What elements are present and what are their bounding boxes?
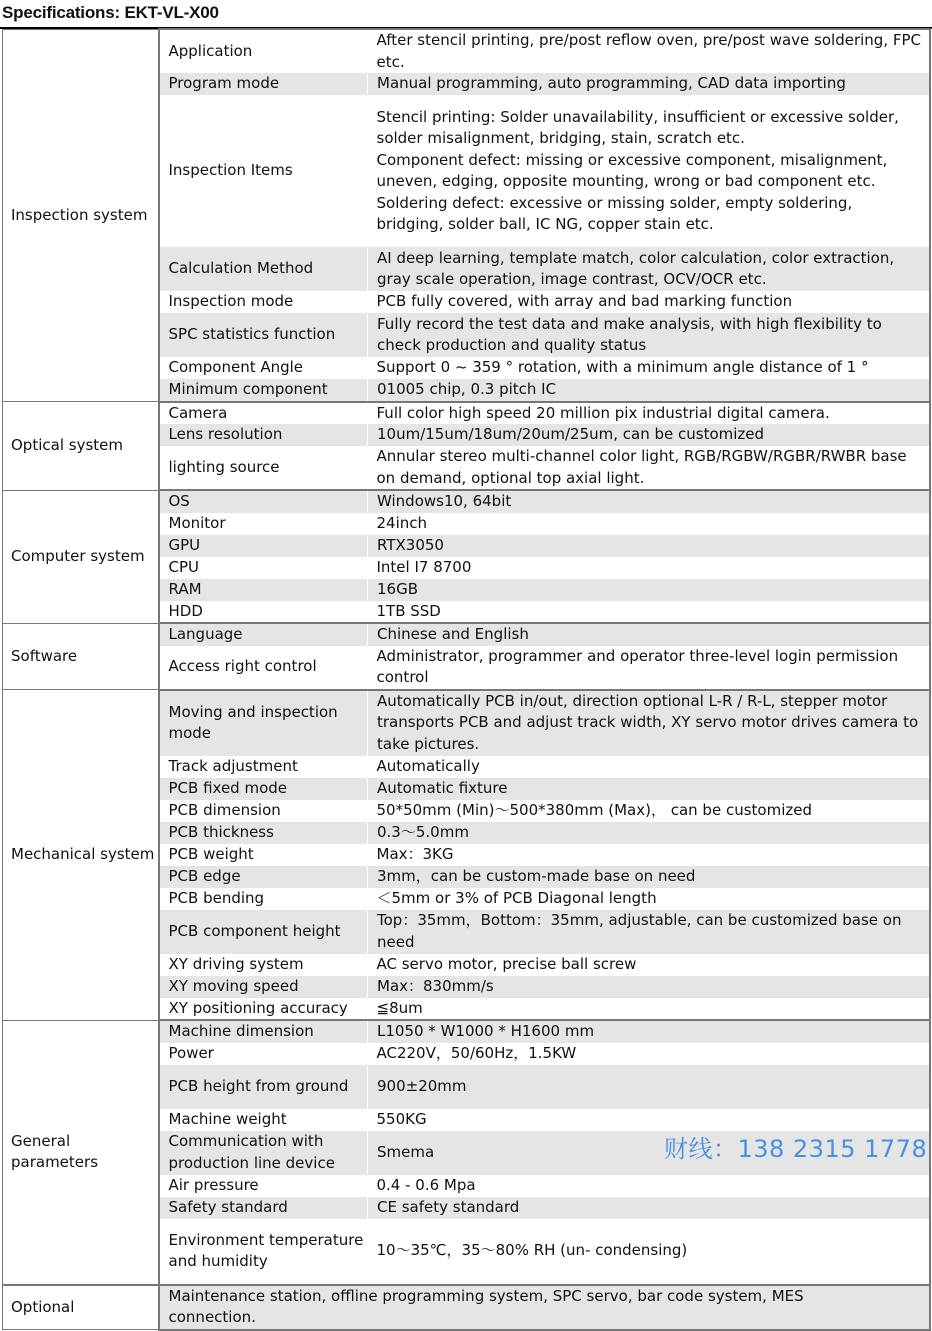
- spec-value: RTX3050: [368, 535, 930, 557]
- section-name: Computer system: [3, 490, 159, 623]
- spec-label: PCB thickness: [159, 822, 368, 844]
- section-name: Optical system: [3, 402, 159, 491]
- spec-value: Annular stereo multi-channel color light, RGB/RGBW/RGBR/RWBR base on demand, optional top axial light.: [368, 446, 930, 490]
- page-title: Specifications: EKT-VL-X00: [2, 3, 219, 22]
- spec-label: Language: [159, 623, 368, 646]
- spec-label: SPC statistics function: [159, 313, 368, 357]
- spec-row: [3, 490, 930, 513]
- spec-label: RAM: [159, 579, 368, 601]
- spec-label: PCB bending: [159, 888, 368, 910]
- section-name: General parameters: [3, 1020, 159, 1285]
- spec-value: 24inch: [368, 513, 930, 535]
- spec-value: Administrator, programmer and operator three-level login permission control: [368, 646, 930, 690]
- spec-label: Calculation Method: [159, 247, 368, 291]
- spec-value: ≦8um: [368, 998, 930, 1021]
- spec-value: Top：35mm，Bottom：35mm, adjustable, can be customized base on need: [368, 910, 930, 954]
- spec-value: Smema: [368, 1131, 930, 1175]
- spec-label: PCB height from ground: [159, 1065, 368, 1109]
- spec-value: Automatically PCB in/out, direction optional L-R / R-L, stepper motor transports PCB and adjust track width, XY servo motor drives camera to take pictures.: [368, 690, 930, 756]
- spec-value: ＜5mm or 3% of PCB Diagonal length: [368, 888, 930, 910]
- spec-label: PCB fixed mode: [159, 778, 368, 800]
- spec-label: PCB weight: [159, 844, 368, 866]
- spec-value: AI deep learning, template match, color calculation, color extraction, gray scale operation, image contrast, OCV/OCR etc.: [368, 247, 930, 291]
- spec-value: AC servo motor, precise ball screw: [368, 954, 930, 976]
- spec-label: Track adjustment: [159, 756, 368, 778]
- optional-row: [3, 1285, 930, 1330]
- spec-value: 01005 chip, 0.3 pitch IC: [368, 379, 930, 402]
- spec-value: Automatic fixture: [368, 778, 930, 800]
- spec-label: Moving and inspection mode: [159, 690, 368, 756]
- spec-label: Communication with production line device: [159, 1131, 368, 1175]
- spec-value: 3mm，can be custom-made base on need: [368, 866, 930, 888]
- spec-value: Full color high speed 20 million pix industrial digital camera.: [368, 402, 930, 425]
- section-name: Mechanical system: [3, 690, 159, 1021]
- spec-row: [3, 690, 930, 756]
- spec-label: Program mode: [159, 73, 368, 95]
- spec-value: 10um/15um/18um/20um/25um, can be customized: [368, 424, 930, 446]
- spec-label: Camera: [159, 402, 368, 425]
- section-name: Inspection system: [3, 29, 159, 402]
- spec-label: Access right control: [159, 646, 368, 690]
- spec-value: Max：3KG: [368, 844, 930, 866]
- spec-label: Lens resolution: [159, 424, 368, 446]
- spec-label: PCB dimension: [159, 800, 368, 822]
- spec-value: 1TB SSD: [368, 601, 930, 624]
- spec-value: Fully record the test data and make analysis, with high flexibility to check production and quality status: [368, 313, 930, 357]
- spec-label: Environment temperature and humidity: [159, 1219, 368, 1285]
- spec-label: Inspection Items: [159, 95, 368, 247]
- spec-label: Inspection mode: [159, 291, 368, 313]
- spec-label: CPU: [159, 557, 368, 579]
- spec-value: Windows10, 64bit: [368, 490, 930, 513]
- spec-label: Safety standard: [159, 1197, 368, 1219]
- spec-value: Automatically: [368, 756, 930, 778]
- spec-label: Application: [159, 29, 368, 73]
- spec-row: [3, 29, 930, 73]
- spec-value: Chinese and English: [368, 623, 930, 646]
- spec-label: HDD: [159, 601, 368, 624]
- spec-value: CE safety standard: [368, 1197, 930, 1219]
- spec-label: Component Angle: [159, 357, 368, 379]
- spec-value: 16GB: [368, 579, 930, 601]
- spec-label: Machine dimension: [159, 1020, 368, 1043]
- spec-value: After stencil printing, pre/post reflow oven, pre/post wave soldering, FPC etc.: [368, 29, 930, 73]
- spec-label: Air pressure: [159, 1175, 368, 1197]
- spec-value: 0.4 - 0.6 Mpa: [368, 1175, 930, 1197]
- spec-label: Monitor: [159, 513, 368, 535]
- spec-label: XY positioning accuracy: [159, 998, 368, 1021]
- spec-row: [3, 402, 930, 425]
- spec-value: PCB fully covered, with array and bad marking function: [368, 291, 930, 313]
- spec-value: Support 0 ~ 359 ° rotation, with a minimum angle distance of 1 °: [368, 357, 930, 379]
- spec-value: Max：830mm/s: [368, 976, 930, 998]
- spec-label: Minimum component: [159, 379, 368, 402]
- section-name: Software: [3, 623, 159, 690]
- spec-value: 900±20mm: [368, 1065, 930, 1109]
- spec-value: 0.3～5.0mm: [368, 822, 930, 844]
- spec-row: [3, 623, 930, 646]
- spec-label: GPU: [159, 535, 368, 557]
- spec-value: Manual programming, auto programming, CAD data importing: [368, 73, 930, 95]
- spec-label: PCB edge: [159, 866, 368, 888]
- optional-value: Maintenance station, offline programming system, SPC servo, bar code system, MES connection.: [159, 1285, 930, 1330]
- spec-value: Stencil printing: Solder unavailability, insufficient or excessive solder, solder misalignment, bridging, stain, scratch etc. Component defect: missing or excessive component, misalignment, uneven, edging, opposite mounting, wrong or bad component etc. Soldering defect: excessive or missing solder, empty soldering, bridging, solder ball, IC NG, copper stain etc.: [368, 95, 930, 247]
- spec-value: 550KG: [368, 1109, 930, 1131]
- spec-row: [3, 1020, 930, 1043]
- contact-watermark: 财线：138 2315 1778: [664, 1135, 928, 1163]
- spec-value: 50*50mm (Min)～500*380mm (Max)， can be customized: [368, 800, 930, 822]
- spec-label: Power: [159, 1043, 368, 1065]
- section-name: Optional: [3, 1285, 159, 1330]
- spec-label: OS: [159, 490, 368, 513]
- spec-label: Machine weight: [159, 1109, 368, 1131]
- spec-label: XY moving speed: [159, 976, 368, 998]
- spec-label: XY driving system: [159, 954, 368, 976]
- spec-label: PCB component height: [159, 910, 368, 954]
- spec-value: 10～35℃，35～80% RH (un- condensing): [368, 1219, 930, 1285]
- spec-value: AC220V，50/60Hz，1.5KW: [368, 1043, 930, 1065]
- spec-value: L1050 * W1000 * H1600 mm: [368, 1020, 930, 1043]
- spec-label: lighting source: [159, 446, 368, 490]
- spec-value: Intel I7 8700: [368, 557, 930, 579]
